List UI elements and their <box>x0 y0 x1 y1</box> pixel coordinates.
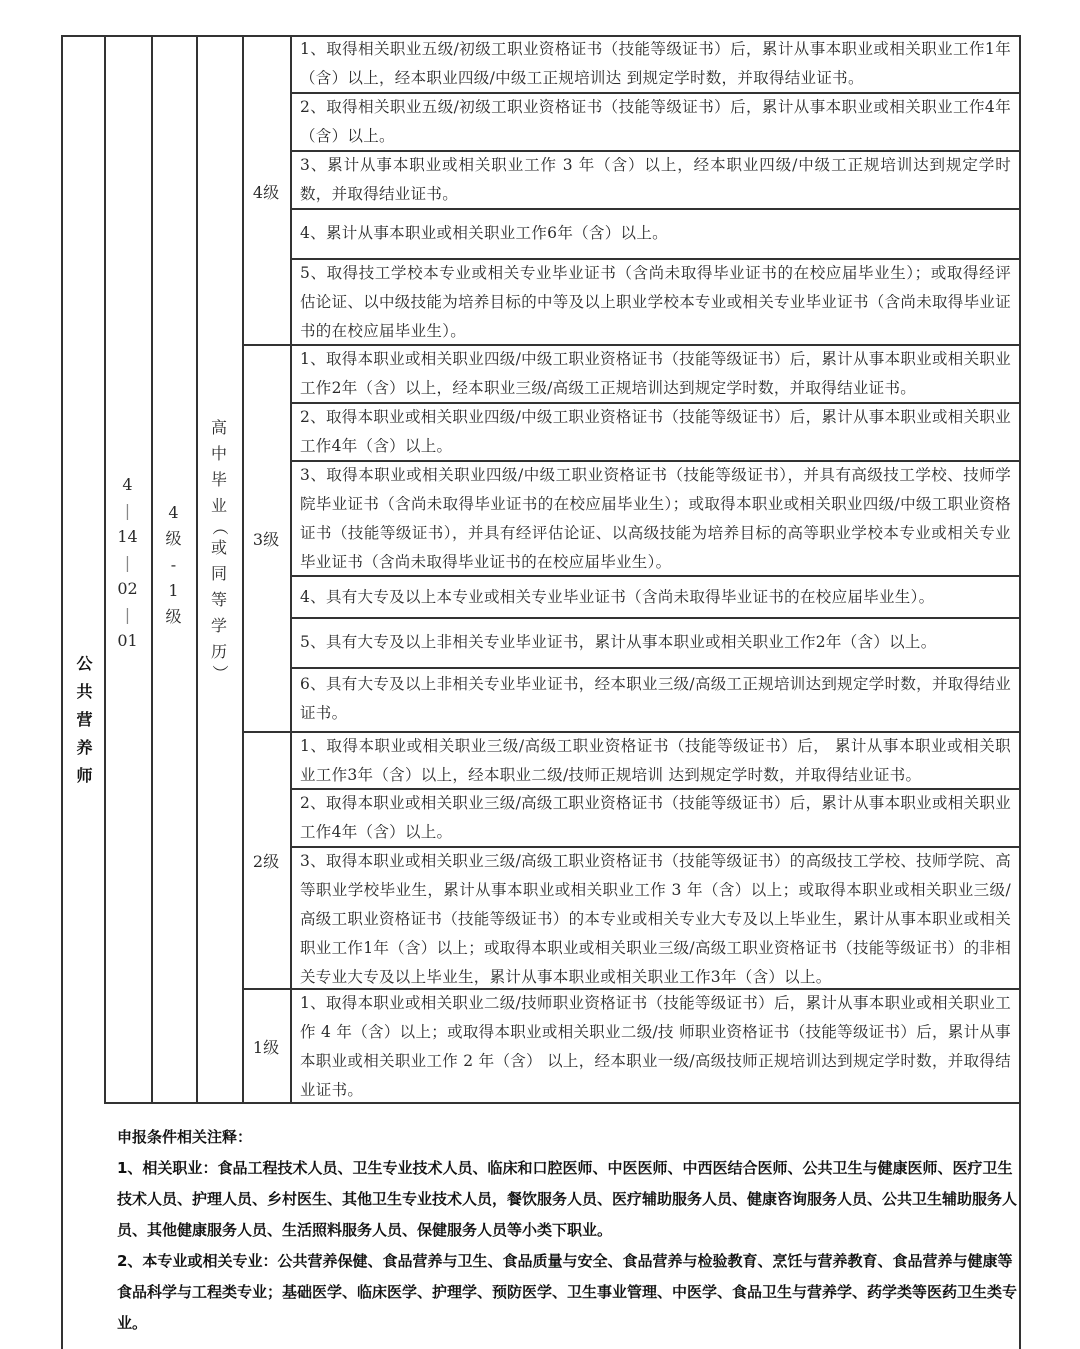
requirement-item: 2、取得本职业或相关职业三级/高级工职业资格证书（技能等级证书）后，累计从事本职业或相关职业工作4年（含）以上。 <box>300 794 1011 841</box>
notes-item-related-occupations: 1、相关职业：食品工程技术人员、卫生专业技术人员、临床和口腔医师、中医医师、中西医结合医师、公共卫生与健康医师、医疗卫生技术人员、护理人员、乡村医生、其他卫生专业技术人员，餐饮服务人员、医疗辅助服务人员、健康咨询服务人员、公共卫生辅助服务人员、其他健康服务人员、生活照料服务人员、保健服务人员等小类下职业。 <box>117 1159 1018 1239</box>
item-divider <box>290 617 1021 619</box>
requirement-item: 4、具有大专及以上本专业或相关专业毕业证书（含尚未取得毕业证书的在校应届毕业生）。 <box>300 588 935 606</box>
code-part: 01 <box>117 631 138 650</box>
occupation-code <box>104 472 151 654</box>
education-char: 中 <box>210 444 227 463</box>
level-range-part: 1 <box>168 581 179 600</box>
requirement-item: 3、取得本职业或相关职业四级/中级工职业资格证书（技能等级证书），并具有高级技工学校、技师学院毕业证书（含尚未取得毕业证书的在校应届毕业生）；或取得本职业或相关职业四级/中级工职业资格证书（技能等级证书），并具有经评估论证、以高级技能为培养目标的高等职业学校本专业或相关专业毕业证书（含尚未取得毕业证书的在校应届毕业生）。 <box>300 466 1011 571</box>
table-border-right <box>1019 35 1021 1349</box>
education-char: 历 <box>210 642 227 661</box>
notes-section <box>117 1122 1017 1339</box>
level-range-part: 级 <box>165 529 182 548</box>
occupation-name <box>62 655 104 795</box>
requirement-item: 4、累计从事本职业或相关职业工作6年（含）以上。 <box>300 224 668 242</box>
code-separator: | <box>124 605 131 624</box>
notes-title: 申报条件相关注释： <box>117 1128 253 1146</box>
requirement-item: 6、具有大专及以上非相关专业毕业证书，经本职业三级/高级工正规培训达到规定学时数，并取得结业证书。 <box>300 675 1011 722</box>
education-requirement <box>196 415 242 681</box>
requirement-item: 1、取得本职业或相关职业二级/技师职业资格证书（技能等级证书）后，累计从事本职业或相关职业工作 4 年（含）以上；或取得本职业或相关职业二级/技 师职业资格证书（技能等级证书）后，累计从事本职业或相关职业工作 2 年（含） 以上，经本职业一级/高级技师正规培训达到规定学时数，并取得结业证书。 <box>300 994 1011 1099</box>
education-char: ） <box>210 665 229 681</box>
requirement-item: 5、取得技工学校本专业或相关专业毕业证书（含尚未取得毕业证书的在校应届毕业生）；或取得经评估论证、以中级技能为培养目标的中等及以上职业学校本专业或相关专业毕业证书（含尚未取得毕业证书的在校应届毕业生）。 <box>300 264 1012 340</box>
code-part: 4 <box>122 475 133 494</box>
requirement-item: 3、取得本职业或相关职业三级/高级工职业资格证书（技能等级证书）的高级技工学校、技师学院、高等职业学校毕业生，累计从事本职业或相关职业工作 3 年（含）以上；或取得本职业或相关职业三级/高级工职业资格证书（技能等级证书）的本专业或相关专业大专及以上毕业生，累计从事本职业或相关职业工作1年（含）以上；或取得本职业或相关职业三级/高级工职业资格证书（技能等级证书）的非相关专业大专及以上毕业生，累计从事本职业或相关职业工作3年（含）以上。 <box>300 852 1012 986</box>
level-label-3: 3级 <box>252 530 280 549</box>
requirement-item: 1、取得本职业或相关职业四级/中级工职业资格证书（技能等级证书）后，累计从事本职业或相关职业工作2年（含）以上，经本职业三级/高级工正规培训达到规定学时数，并取得结业证书。 <box>300 350 1011 397</box>
code-separator: | <box>124 553 131 572</box>
level-range <box>151 500 196 630</box>
education-char: 毕 <box>210 470 227 489</box>
column-divider-5 <box>290 35 292 1103</box>
requirement-item: 1、取得本职业或相关职业三级/高级工职业资格证书（技能等级证书）后， 累计从事本职业或相关职业工作3年（含）以上，经本职业二级/技师正规培训 达到规定学时数，并取得结业证书。 <box>300 737 1011 784</box>
item-divider <box>290 667 1021 669</box>
level-label-4: 4级 <box>252 183 280 202</box>
requirement-item: 2、取得相关职业五级/初级工职业资格证书（技能等级证书）后，累计从事本职业或相关职业工作4年（含）以上。 <box>300 98 1011 145</box>
notes-item-related-majors: 2、本专业或相关专业：公共营养保健、食品营养与卫生、食品质量与安全、食品营养与检验教育、烹饪与营养教育、食品营养与健康等食品科学与工程类专业；基础医学、临床医学、护理学、预防医学、卫生事业管理、中医学、食品卫生与营养学、药学类等医药卫生类专业。 <box>117 1252 1018 1332</box>
code-separator: | <box>124 501 131 520</box>
level-label-1: 1级 <box>252 1038 280 1057</box>
level-label-2: 2级 <box>252 852 280 871</box>
requirement-item: 1、取得相关职业五级/初级工职业资格证书（技能等级证书）后，累计从事本职业或相关职业工作1年（含）以上，经本职业四级/中级工正规培训达 到规定学时数，并取得结业证书。 <box>300 40 1011 87</box>
level-range-part: 级 <box>165 607 182 626</box>
education-char: 同 <box>210 564 227 583</box>
education-char: 或 <box>210 538 227 557</box>
education-char: 学 <box>210 616 227 635</box>
requirement-item: 3、累计从事本职业或相关职业工作 3 年（含）以上，经本职业四级/中级工正规培训达到规定学时数，并取得结业证书。 <box>300 156 1011 203</box>
requirement-item: 2、取得本职业或相关职业四级/中级工职业资格证书（技能等级证书）后，累计从事本职业或相关职业工作4年（含）以上。 <box>300 408 1011 455</box>
education-char: （ <box>210 519 229 535</box>
education-char: 高 <box>210 418 227 437</box>
occupation-text: 公共营养师 <box>74 655 93 795</box>
level-range-part: - <box>170 555 177 574</box>
code-part: 02 <box>117 579 138 598</box>
level-range-part: 4 <box>168 503 179 522</box>
requirement-item: 5、具有大专及以上非相关专业毕业证书，累计从事本职业或相关职业工作2年（含）以上。 <box>300 633 937 651</box>
education-char: 业 <box>210 496 227 515</box>
education-char: 等 <box>210 590 227 609</box>
code-part: 14 <box>117 527 138 546</box>
